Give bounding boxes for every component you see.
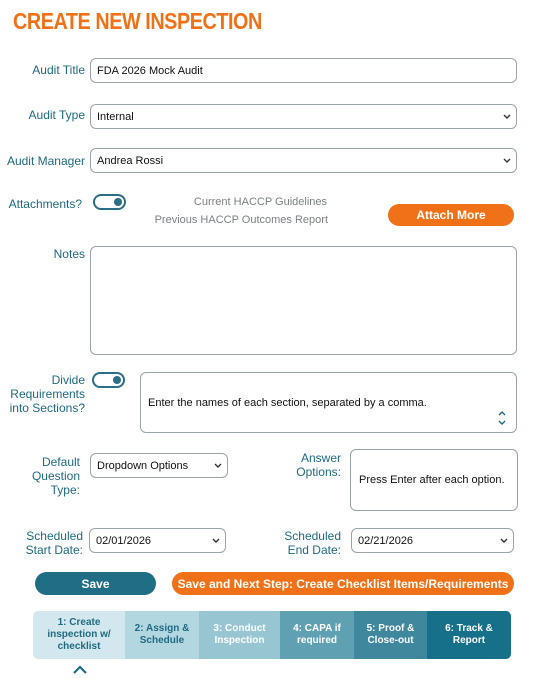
workflow-step-label-line: inspection w/ xyxy=(47,629,111,640)
chevron-down-icon xyxy=(207,538,225,544)
toggle-knob xyxy=(113,376,121,384)
workflow-step-label xyxy=(47,617,110,653)
divide-label-line: Requirements xyxy=(10,387,85,401)
attach-more-button[interactable]: Attach More xyxy=(388,204,514,226)
end-label-line: End Date: xyxy=(287,543,341,557)
audit-manager-value: Andrea Rossi xyxy=(97,154,164,167)
workflow-step-label xyxy=(293,623,341,647)
audit-type-label: Audit Type xyxy=(28,108,85,122)
page-title: CREATE NEW INSPECTION xyxy=(13,8,262,34)
workflow-step[interactable] xyxy=(427,611,511,659)
audit-type-select[interactable] xyxy=(90,104,517,129)
save-next-button[interactable]: Save and Next Step: Create Checklist Items/Requirements xyxy=(172,572,514,595)
section-names-input[interactable] xyxy=(140,372,517,433)
scheduled-end-value: 02/21/2026 xyxy=(358,534,414,547)
workflow-steps xyxy=(33,611,511,659)
workflow-step-label-line: 5: Proof & xyxy=(366,623,415,634)
start-label-line: Scheduled xyxy=(26,529,83,543)
workflow-step[interactable] xyxy=(125,611,199,659)
audit-type-value: Internal xyxy=(97,110,134,123)
scheduled-start-date[interactable] xyxy=(89,528,226,553)
default-question-type-value: Dropdown Options xyxy=(97,459,189,472)
audit-title-input[interactable] xyxy=(90,58,517,83)
workflow-step-label-line: 1: Create xyxy=(57,617,101,628)
workflow-step-label-line: 2: Assign & xyxy=(134,623,190,634)
audit-manager-select[interactable] xyxy=(90,148,517,173)
chevron-up-icon xyxy=(72,662,88,679)
workflow-step-label-line: 4: CAPA if xyxy=(293,623,341,634)
workflow-step[interactable] xyxy=(354,611,427,659)
notes-textarea[interactable] xyxy=(90,246,517,355)
attachment-file-2[interactable]: Previous HACCP Outcomes Report xyxy=(154,214,328,226)
workflow-step-label-line: checklist xyxy=(57,641,101,652)
section-names-placeholder: Enter the names of each section, separated by a comma. xyxy=(148,397,427,409)
notes-label: Notes xyxy=(53,247,85,261)
workflow-step[interactable] xyxy=(280,611,354,659)
attachment-file-1[interactable]: Current HACCP Guidelines xyxy=(193,196,327,208)
question-type-label-line: Question Type: xyxy=(31,469,80,497)
scheduled-end-label xyxy=(260,529,341,557)
default-question-type-label xyxy=(0,455,80,497)
audit-manager-label: Audit Manager xyxy=(6,154,85,168)
workflow-step-label xyxy=(213,623,265,647)
divide-sections-toggle[interactable] xyxy=(92,372,125,388)
workflow-step[interactable] xyxy=(33,611,125,659)
scheduled-start-label xyxy=(0,529,83,557)
workflow-step-label-line: 6: Track & xyxy=(445,623,493,634)
workflow-step-label xyxy=(367,623,415,647)
workflow-step-label-line: Close-out xyxy=(367,635,414,646)
workflow-step-label-line: Report xyxy=(452,635,486,646)
workflow-step-label-line: Schedule xyxy=(139,635,185,646)
workflow-step[interactable] xyxy=(199,611,280,659)
divide-label-line: into Sections? xyxy=(9,401,85,415)
answer-options-placeholder: Press Enter after each option. xyxy=(359,474,505,486)
answer-options-label-line: Answer xyxy=(300,451,341,465)
chevron-updown-icon[interactable] xyxy=(498,410,506,431)
default-question-type-select[interactable] xyxy=(90,453,228,478)
divide-label-line: Divide xyxy=(51,373,85,387)
workflow-step-label xyxy=(135,623,190,647)
audit-title-label: Audit Title xyxy=(32,63,85,77)
workflow-step-label-line: required xyxy=(296,635,337,646)
answer-options-input[interactable] xyxy=(350,449,518,511)
audit-title-value: FDA 2026 Mock Audit xyxy=(97,64,203,77)
workflow-step-label xyxy=(445,623,493,647)
answer-options-label-line: Options: xyxy=(296,465,341,479)
workflow-step-label-line: Inspection xyxy=(214,635,265,646)
save-button[interactable]: Save xyxy=(35,572,156,595)
workflow-step-label-line: 3: Conduct xyxy=(213,623,266,634)
end-label-line: Scheduled xyxy=(284,529,341,543)
answer-options-label xyxy=(270,451,341,479)
attachments-label: Attachments? xyxy=(8,197,82,211)
attachments-toggle[interactable] xyxy=(93,194,126,210)
toggle-knob xyxy=(114,198,122,206)
chevron-down-icon xyxy=(498,114,516,120)
scheduled-start-value: 02/01/2026 xyxy=(96,534,152,547)
chevron-down-icon xyxy=(209,463,227,469)
chevron-down-icon xyxy=(498,158,516,164)
scheduled-end-date[interactable] xyxy=(351,528,514,553)
start-label-line: Start Date: xyxy=(25,543,83,557)
chevron-down-icon xyxy=(495,538,513,544)
question-type-label-line: Default xyxy=(41,455,80,469)
divide-sections-label xyxy=(0,373,85,415)
